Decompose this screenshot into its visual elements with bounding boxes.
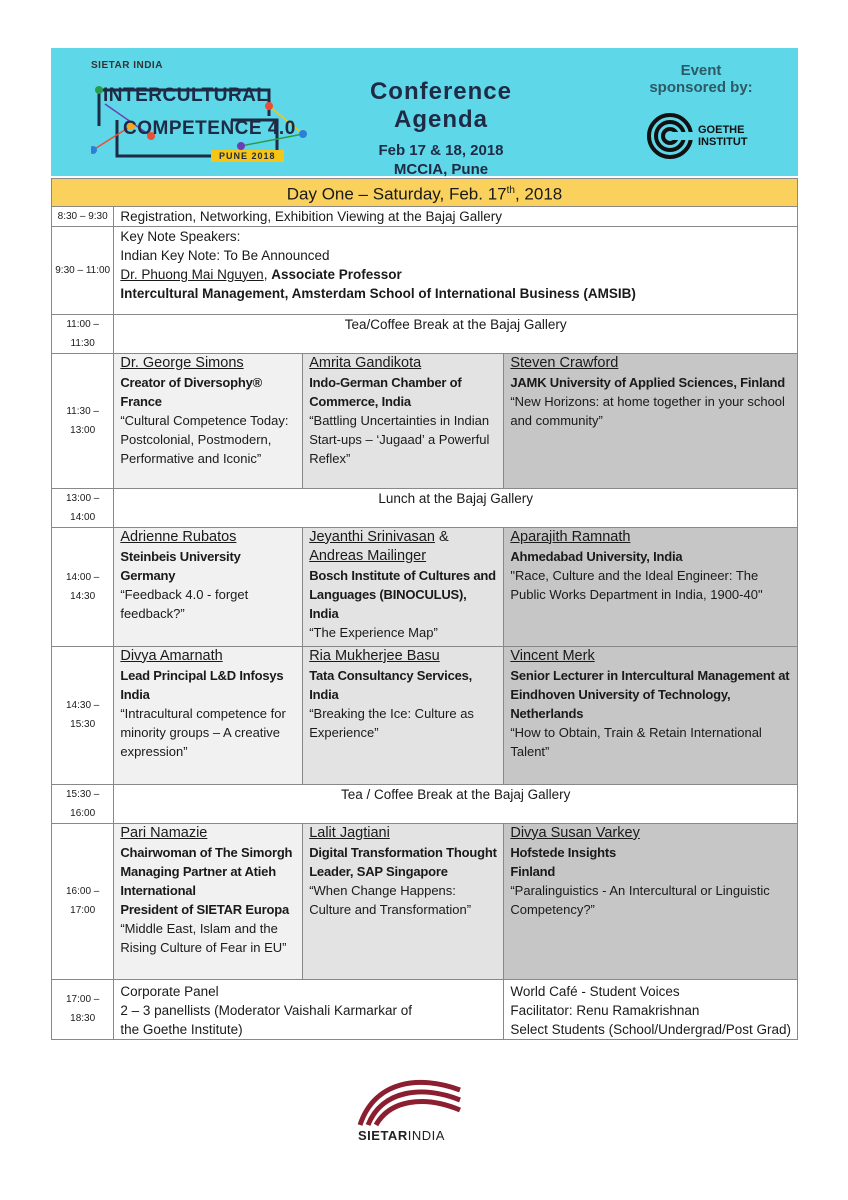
- break-cell: Lunch at the Bajaj Gallery: [114, 488, 798, 527]
- logo-line1: INTERCULTURAL: [103, 85, 269, 106]
- time-cell: 16:00 – 17:00: [52, 823, 114, 979]
- footer-wordmark: SIETARINDIA: [358, 1128, 445, 1143]
- table-row: [52, 823, 798, 979]
- logo-org: SIETAR INDIA: [91, 60, 163, 71]
- sponsor-line1: Event: [680, 62, 722, 79]
- time-cell: 14:00 – 14:30: [52, 527, 114, 646]
- table-row: [52, 979, 798, 1039]
- event-venue: MCCIA, Pune: [393, 161, 489, 178]
- time-cell: 13:00 – 14:00: [52, 488, 114, 527]
- session-cell: Lalit Jagtiani Digital Transformation Thought Leader, SAP Singapore “When Change Happens: Culture and Transformation”: [303, 823, 504, 979]
- speaker-name: Steven Crawford: [510, 354, 619, 371]
- break-cell: Tea/Coffee Break at the Bajaj Gallery: [114, 314, 798, 353]
- day-header-row: [52, 179, 798, 207]
- table-row: [52, 784, 798, 823]
- table-row: [52, 646, 798, 784]
- footer-logo: [340, 1070, 510, 1150]
- time-cell: 8:30 – 9:30: [52, 206, 114, 226]
- time-cell: 15:30 – 16:00: [52, 784, 114, 823]
- keynote-cell: Key Note Speakers: Indian Key Note: To Be Announced Dr. Phuong Mai Nguyen, Associate Professor Intercultural Management, Amsterdam School of International Business (AMSIB): [114, 226, 798, 314]
- table-row: [52, 226, 798, 314]
- speaker-name: Aparajith Ramnath: [510, 528, 631, 545]
- speaker-name: Amrita Gandikota: [309, 354, 422, 371]
- day-header: Day One – Saturday, Feb. 17th, 2018: [52, 179, 798, 207]
- break-cell: Tea / Coffee Break at the Bajaj Gallery: [114, 784, 798, 823]
- table-row: [52, 353, 798, 488]
- time-cell: 11:30 – 13:00: [52, 353, 114, 488]
- goethe-logo: [646, 108, 766, 168]
- session-cell: Jeyanthi Srinivasan & Andreas Mailinger Bosch Institute of Cultures and Languages (BINOCULUS), India “The Experience Map”: [303, 527, 504, 646]
- session-cell: Aparajith Ramnath Ahmedabad University, India "Race, Culture and the Ideal Engineer: The Public Works Department in India, 1900-40": [504, 527, 798, 646]
- logo-line2: COMPETENCE 4.0: [123, 118, 296, 139]
- table-row: [52, 488, 798, 527]
- header-banner: [51, 48, 798, 176]
- session-cell: Ria Mukherjee Basu Tata Consultancy Services, India “Breaking the Ice: Culture as Experience”: [303, 646, 504, 784]
- sponsor-name-1: GOETHE: [698, 124, 745, 136]
- speaker-name: Divya Amarnath: [120, 647, 223, 664]
- table-row: [52, 527, 798, 646]
- event-dates: Feb 17 & 18, 2018: [378, 142, 504, 159]
- speaker-name: Adrienne Rubatos: [120, 528, 237, 545]
- agenda-table: [51, 178, 798, 1040]
- sponsor-line2: sponsored by:: [649, 79, 753, 96]
- speaker-name: Dr. Phuong Mai Nguyen: [120, 266, 264, 282]
- session-cell: Vincent Merk Senior Lecturer in Intercultural Management at Eindhoven University of Technology, Netherlands “How to Obtain, Train & Retain International Talent”: [504, 646, 798, 784]
- time-cell: 14:30 – 15:30: [52, 646, 114, 784]
- speaker-name: Ria Mukherjee Basu: [309, 647, 440, 664]
- speaker-name: Dr. George Simons: [120, 354, 244, 371]
- table-row: [52, 314, 798, 353]
- sponsor-name: [698, 124, 748, 148]
- session-cell: Adrienne Rubatos Steinbeis University Germany “Feedback 4.0 - forget feedback?”: [114, 527, 303, 646]
- speaker-name: Divya Susan Varkey: [510, 824, 640, 841]
- table-row: [52, 206, 798, 226]
- session-cell: Steven Crawford JAMK University of Applied Sciences, Finland “New Horizons: at home together in your school and community”: [504, 353, 798, 488]
- page-title: Conference Agenda: [369, 78, 513, 133]
- speaker-name: Andreas Mailinger: [309, 547, 427, 564]
- speaker-name: Vincent Merk: [510, 647, 595, 664]
- speaker-name: Pari Namazie: [120, 824, 208, 841]
- session-cell: Amrita Gandikota Indo-German Chamber of Commerce, India “Battling Uncertainties in Indian Start-ups – ‘Jugaad’ a Powerful Reflex”: [303, 353, 504, 488]
- session-cell: Dr. George Simons Creator of Diversophy® France “Cultural Competence Today: Postcolonial, Postmodern, Performative and Iconic”: [114, 353, 303, 488]
- session-cell: Divya Susan Varkey Hofstede Insights Finland “Paralinguistics - An Intercultural or Linguistic Competency?”: [504, 823, 798, 979]
- speaker-name: Jeyanthi Srinivasan: [309, 528, 435, 545]
- session-cell: World Café - Student Voices Facilitator: Renu Ramakrishnan Select Students (School/Undergrad/Post Grad): [504, 979, 798, 1039]
- speaker-name: Lalit Jagtiani: [309, 824, 390, 841]
- time-cell: 11:00 – 11:30: [52, 314, 114, 353]
- time-cell: 17:00 – 18:30: [52, 979, 114, 1039]
- sponsor-name-2: INSTITUT: [698, 136, 748, 148]
- session-cell: Registration, Networking, Exhibition Viewing at the Bajaj Gallery: [114, 206, 798, 226]
- conference-logo: [91, 58, 321, 173]
- sietar-wave-icon: [350, 1070, 470, 1130]
- agenda-heading: [321, 78, 561, 178]
- time-cell: 9:30 – 11:00: [52, 226, 114, 314]
- session-cell: Divya Amarnath Lead Principal L&D Infosys India “Intracultural competence for minority groups – A creative expression”: [114, 646, 303, 784]
- session-cell: Pari Namazie Chairwoman of The Simorgh Managing Partner at Atieh International President of SIETAR Europa “Middle East, Islam and the Rising Culture of Fear in EU”: [114, 823, 303, 979]
- goethe-swirl-icon: [646, 112, 696, 162]
- logo-city: PUNE 2018: [211, 150, 284, 162]
- session-cell: Corporate Panel 2 – 3 panellists (Moderator Vaishali Karmarkar of the Goethe Institute): [114, 979, 504, 1039]
- sponsor-block: [626, 62, 776, 148]
